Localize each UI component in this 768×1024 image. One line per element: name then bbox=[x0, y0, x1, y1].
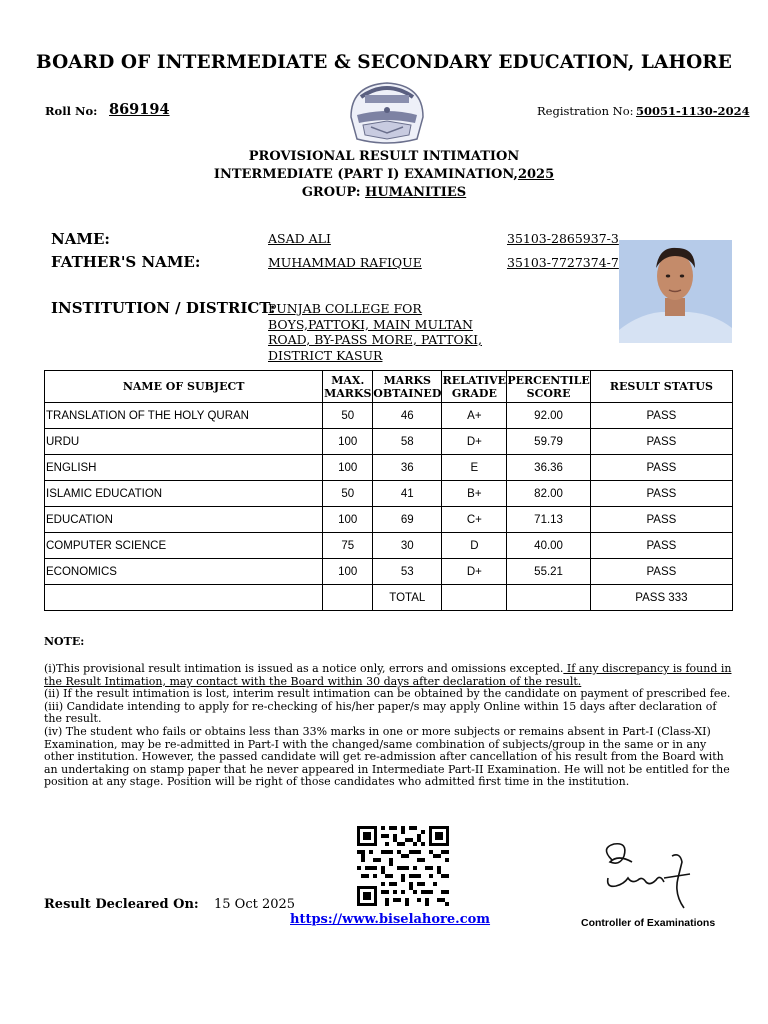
header-subject: NAME OF SUBJECT bbox=[45, 371, 323, 403]
registration-no-label: Registration No: bbox=[537, 104, 634, 118]
note-1-text: (i)This provisional result intimation is issued as a notice only, errors and omissions excepted. bbox=[44, 662, 564, 675]
results-table bbox=[44, 370, 733, 611]
note-item: (ii) If the result intimation is lost, interim result intimation can be obtained by the candidate on payment of prescribed fee. bbox=[44, 687, 731, 701]
result-declared-date: 15 Oct 2025 bbox=[214, 897, 296, 912]
subject-name: ENGLISH bbox=[45, 455, 323, 481]
result-status: PASS bbox=[590, 533, 732, 559]
candidate-name: ASAD ALI bbox=[268, 231, 331, 246]
group-label: GROUP: bbox=[301, 185, 361, 200]
max-marks: 100 bbox=[323, 429, 373, 455]
total-empty-cell bbox=[442, 585, 507, 611]
result-status: PASS bbox=[590, 559, 732, 585]
relative-grade: D+ bbox=[442, 559, 507, 585]
result-status: PASS bbox=[590, 403, 732, 429]
group-heading bbox=[0, 185, 768, 200]
subject-name: EDUCATION bbox=[45, 507, 323, 533]
subject-name: COMPUTER SCIENCE bbox=[45, 533, 323, 559]
percentile-score: 55.21 bbox=[507, 559, 590, 585]
marks-obtained: 36 bbox=[373, 455, 442, 481]
note-1-underlined: If any discrepancy is found in the Result Intimation, may contact with the Board within 30 days after declaration of the result. bbox=[44, 662, 732, 688]
header-percentile-score: PERCENTILE SCORE bbox=[507, 371, 590, 403]
father-name-label: FATHER'S NAME: bbox=[51, 253, 201, 271]
subject-name: URDU bbox=[45, 429, 323, 455]
qr-code-icon bbox=[357, 826, 449, 906]
provisional-result-heading: PROVISIONAL RESULT INTIMATION bbox=[248, 149, 520, 164]
percentile-score: 40.00 bbox=[507, 533, 590, 559]
result-status: PASS bbox=[590, 429, 732, 455]
group-value: HUMANITIES bbox=[365, 185, 467, 200]
result-status: PASS bbox=[590, 507, 732, 533]
total-empty-cell bbox=[323, 585, 373, 611]
marks-obtained: 58 bbox=[373, 429, 442, 455]
max-marks: 100 bbox=[323, 559, 373, 585]
registration-no-value: 50051-1130-2024 bbox=[636, 104, 750, 118]
subject-name: TRANSLATION OF THE HOLY QURAN bbox=[45, 403, 323, 429]
max-marks: 100 bbox=[323, 507, 373, 533]
board-logo-icon bbox=[343, 77, 431, 147]
table-row bbox=[45, 559, 733, 585]
table-row bbox=[45, 507, 733, 533]
relative-grade: C+ bbox=[442, 507, 507, 533]
total-label: TOTAL bbox=[373, 585, 442, 611]
max-marks: 100 bbox=[323, 455, 373, 481]
relative-grade: E bbox=[442, 455, 507, 481]
controller-signature-icon bbox=[598, 838, 698, 916]
examination-label: INTERMEDIATE (PART I) EXAMINATION, bbox=[213, 167, 518, 182]
max-marks: 50 bbox=[323, 481, 373, 507]
max-marks: 75 bbox=[323, 533, 373, 559]
percentile-score: 59.79 bbox=[507, 429, 590, 455]
examination-heading bbox=[0, 167, 768, 182]
table-header-row bbox=[45, 371, 733, 403]
note-item: (iii) Candidate intending to apply for re-checking of his/her paper/s may apply Online within 15 days after declaration of the result. bbox=[44, 699, 717, 726]
percentile-score: 92.00 bbox=[507, 403, 590, 429]
marks-obtained: 69 bbox=[373, 507, 442, 533]
percentile-score: 71.13 bbox=[507, 507, 590, 533]
note-item bbox=[44, 663, 734, 688]
percentile-score: 82.00 bbox=[507, 481, 590, 507]
father-name: MUHAMMAD RAFIQUE bbox=[268, 255, 422, 270]
note-heading: NOTE: bbox=[44, 635, 85, 648]
board-title: BOARD OF INTERMEDIATE & SECONDARY EDUCATION, LAHORE bbox=[36, 52, 732, 73]
institution-value: PUNJAB COLLEGE FOR BOYS,PATTOKI, MAIN MULTAN ROAD, BY-PASS MORE, PATTOKI, DISTRICT KASUR bbox=[268, 301, 482, 363]
total-empty-cell bbox=[507, 585, 590, 611]
result-declared-label: Result Decleared On: bbox=[44, 897, 199, 912]
board-website-link[interactable]: https://www.biselahore.com bbox=[290, 912, 491, 927]
notes-block bbox=[44, 663, 734, 789]
institution-label: INSTITUTION / DISTRICT: bbox=[51, 299, 276, 317]
result-status: PASS bbox=[590, 455, 732, 481]
marks-obtained: 53 bbox=[373, 559, 442, 585]
total-row bbox=[45, 585, 733, 611]
header-result-status: RESULT STATUS bbox=[590, 371, 732, 403]
marks-obtained: 30 bbox=[373, 533, 442, 559]
marks-obtained: 41 bbox=[373, 481, 442, 507]
subject-name: ISLAMIC EDUCATION bbox=[45, 481, 323, 507]
candidate-cnic: 35103-2865937-3 bbox=[507, 231, 619, 246]
controller-of-examinations-label: Controller of Examinations bbox=[581, 917, 716, 929]
result-status: PASS bbox=[590, 481, 732, 507]
header-max-marks: MAX. MARKS bbox=[323, 371, 373, 403]
total-empty-cell bbox=[45, 585, 323, 611]
relative-grade: D+ bbox=[442, 429, 507, 455]
name-label: NAME: bbox=[51, 230, 110, 248]
relative-grade: A+ bbox=[442, 403, 507, 429]
exam-year: 2025 bbox=[517, 167, 555, 182]
table-row bbox=[45, 455, 733, 481]
relative-grade: D bbox=[442, 533, 507, 559]
marks-obtained: 46 bbox=[373, 403, 442, 429]
table-row bbox=[45, 429, 733, 455]
table-row bbox=[45, 403, 733, 429]
table-row bbox=[45, 533, 733, 559]
roll-no-value: 869194 bbox=[109, 101, 170, 118]
percentile-score: 36.36 bbox=[507, 455, 590, 481]
subject-name: ECONOMICS bbox=[45, 559, 323, 585]
relative-grade: B+ bbox=[442, 481, 507, 507]
total-status: PASS 333 bbox=[590, 585, 732, 611]
father-cnic: 35103-7727374-7 bbox=[507, 255, 619, 270]
header-relative-grade: RELATIVE GRADE bbox=[442, 371, 507, 403]
roll-no-label: Roll No: bbox=[45, 104, 98, 118]
header-marks-obtained: MARKS OBTAINED bbox=[373, 371, 442, 403]
note-item: (iv) The student who fails or obtains less than 33% marks in one or more subjects or remains absent in Part-I (Class-XI) Examination, may be re-admitted in Part-I with the changed/same combination of subjects/group in the same or in any other institution. However, the passed candidate will get re-admission after cancellation of his result from the Board with an undertaking on stamp paper that he never appeared in Intermediate Part-II Examination. He will not be entitled for the position at any stage. Position will be right of those candidates who admitted first time in the institution. bbox=[44, 724, 730, 789]
max-marks: 50 bbox=[323, 403, 373, 429]
table-row bbox=[45, 481, 733, 507]
candidate-photo bbox=[619, 240, 732, 343]
